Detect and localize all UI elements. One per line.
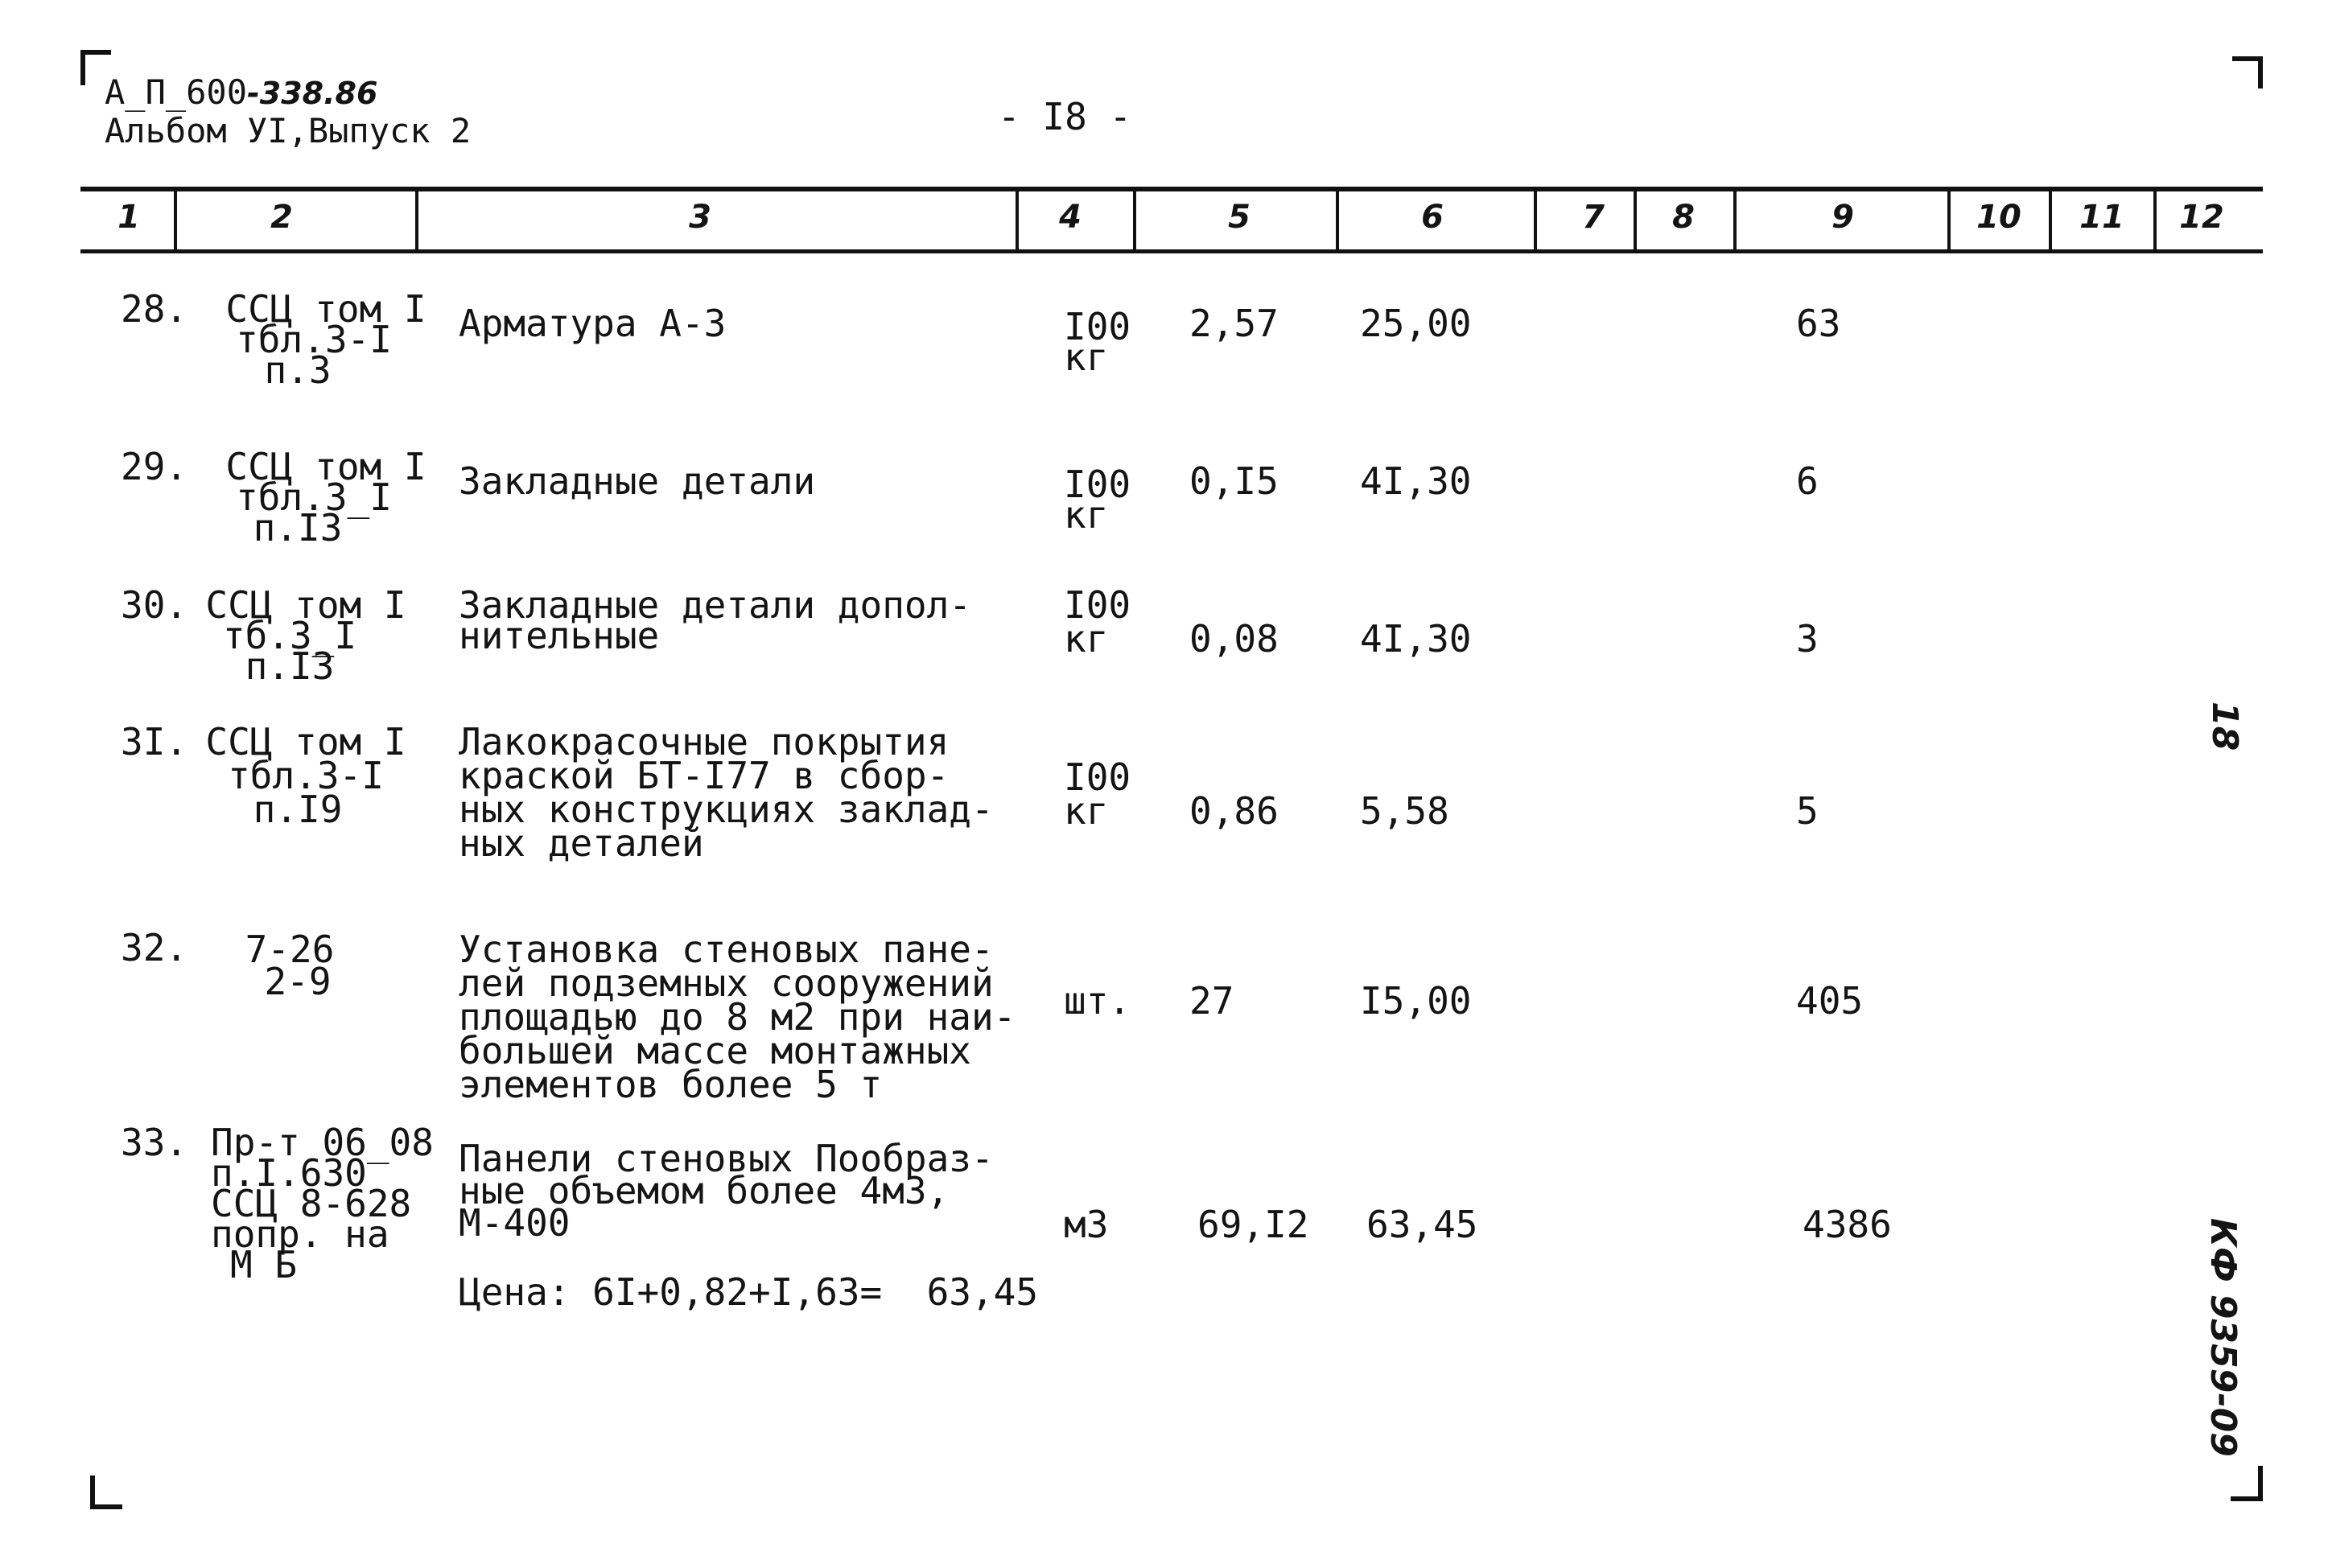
- unit-line: кг: [1064, 493, 1109, 537]
- column-divider: [2049, 188, 2052, 253]
- total-cost: 4386: [1803, 1203, 1892, 1246]
- reference-line: ССЦ том I: [225, 445, 426, 488]
- column-number: 10: [1976, 199, 2021, 236]
- reference-line: п.I.630: [211, 1151, 367, 1195]
- corner-mark-top-right: [2258, 56, 2263, 88]
- reference-line: тб.3_I: [222, 614, 357, 657]
- page-number: - I8 -: [998, 95, 1132, 138]
- reference-line: тбл.3-I: [236, 318, 392, 361]
- column-number: 7: [1582, 199, 1605, 236]
- column-divider: [1534, 188, 1537, 253]
- column-number: 5: [1228, 199, 1251, 236]
- row-number: 29.: [121, 445, 188, 488]
- table-header-bottom-rule: [80, 249, 2263, 253]
- unit-line: кг: [1064, 617, 1109, 661]
- corner-mark-bottom-right: [2231, 1496, 2263, 1501]
- column-number: 11: [2079, 199, 2124, 236]
- quantity: 0,08: [1189, 617, 1279, 661]
- description-line: М-400: [459, 1201, 571, 1245]
- column-number: 12: [2179, 199, 2224, 236]
- corner-mark-top-right: [2232, 56, 2263, 61]
- column-divider: [1947, 188, 1951, 253]
- description-line: нительные: [459, 614, 660, 657]
- description-line: Закладные детали: [459, 459, 816, 503]
- column-divider: [415, 188, 418, 253]
- total-cost: 5: [1796, 789, 1819, 833]
- unit-line: I00: [1064, 755, 1131, 799]
- document-code: [105, 74, 377, 112]
- margin-page-mark: 18: [2204, 702, 2245, 751]
- column-number: 8: [1672, 199, 1695, 236]
- reference-line: п.I3: [253, 506, 343, 549]
- unit-line: м3: [1064, 1203, 1109, 1246]
- total-cost: 3: [1796, 617, 1819, 661]
- quantity: 0,I5: [1189, 459, 1279, 503]
- unit-price: I5,00: [1360, 979, 1472, 1023]
- description-line: Арматура А-3: [459, 302, 727, 345]
- row-number: 3I.: [121, 720, 188, 763]
- unit-price: 5,58: [1360, 789, 1449, 833]
- unit-line: шт.: [1064, 979, 1131, 1023]
- reference-line: п.I3: [245, 644, 335, 688]
- column-number: 6: [1421, 199, 1444, 236]
- column-divider: [2153, 188, 2157, 253]
- total-cost: 6: [1796, 459, 1819, 503]
- unit-line: кг: [1064, 335, 1109, 379]
- column-divider: [1133, 188, 1136, 253]
- reference-line: ССЦ том I: [205, 720, 406, 763]
- description-line: площадью до 8 м2 при наи-: [459, 995, 1016, 1039]
- reference-line: тбл.3_I: [236, 475, 392, 519]
- row-number: 30.: [121, 583, 188, 627]
- reference-line: попр. на: [211, 1212, 389, 1256]
- reference-line: ССЦ том I: [225, 287, 426, 331]
- album-title: Альбом УI,Выпуск 2: [105, 111, 472, 150]
- unit-price: 4I,30: [1360, 617, 1472, 661]
- column-number: 1: [117, 199, 140, 236]
- reference-line: п.3: [264, 348, 332, 392]
- description-line: лей подземных сооружений: [459, 961, 994, 1005]
- document-code-printed: А_П_600: [105, 72, 248, 112]
- reference-line: тбл.3-I: [228, 754, 384, 797]
- description-line: Установка стеновых пане-: [459, 928, 994, 971]
- column-number: 4: [1059, 199, 1082, 236]
- reference-line: ССЦ том I: [205, 583, 406, 627]
- corner-mark-top-left: [80, 50, 111, 55]
- table-header-top-rule: [80, 187, 2263, 191]
- description-line: ных конструкциях заклад-: [459, 788, 994, 831]
- description-line: ные объемом более 4м3,: [459, 1169, 950, 1212]
- description-line: краской БТ-I77 в сбор-: [459, 754, 950, 797]
- unit-price: 4I,30: [1360, 459, 1472, 503]
- description-line: Закладные детали допол-: [459, 583, 971, 627]
- quantity: 69,I2: [1197, 1203, 1309, 1246]
- description-line: большей массе монтажных: [459, 1029, 971, 1072]
- row-number: 32.: [121, 926, 188, 969]
- corner-mark-bottom-left: [90, 1504, 122, 1509]
- reference-line: п.I9: [253, 788, 343, 831]
- reference-line: М Б: [230, 1243, 298, 1286]
- column-divider: [1733, 188, 1737, 253]
- total-cost: 405: [1796, 979, 1864, 1023]
- quantity: 2,57: [1189, 302, 1279, 345]
- description-line: элементов более 5 т: [459, 1063, 883, 1106]
- column-number: 2: [270, 199, 293, 236]
- document-code-handwritten: -338.86: [247, 76, 378, 111]
- unit-line: I00: [1064, 463, 1131, 506]
- column-divider: [1634, 188, 1637, 253]
- reference-line: 2-9: [264, 960, 332, 1003]
- unit-line: I00: [1064, 305, 1131, 348]
- quantity: 27: [1189, 979, 1234, 1023]
- quantity: 0,86: [1189, 789, 1279, 833]
- unit-line: кг: [1064, 789, 1109, 833]
- reference-line: Пр-т 06_08: [211, 1121, 434, 1164]
- column-number: 9: [1831, 199, 1854, 236]
- column-divider: [1016, 188, 1019, 253]
- description-line: ных деталей: [459, 821, 704, 865]
- margin-archive-code: КФ 9359-09: [2202, 1218, 2244, 1457]
- column-number: 3: [689, 199, 711, 236]
- reference-line: 7-26: [245, 928, 335, 971]
- row-number: 33.: [121, 1121, 188, 1164]
- corner-mark-top-left: [80, 50, 85, 85]
- unit-price: 63,45: [1366, 1203, 1478, 1246]
- row-number: 28.: [121, 287, 188, 331]
- column-divider: [174, 188, 177, 253]
- column-divider: [1336, 188, 1339, 253]
- description-line: Панели стеновых Пообраз-: [459, 1137, 994, 1180]
- unit-line: I00: [1064, 583, 1131, 627]
- total-cost: 63: [1796, 302, 1841, 345]
- description-line: Лакокрасочные покрытия: [459, 720, 950, 763]
- price-formula: Цена: 6I+0,82+I,63= 63,45: [459, 1270, 1039, 1314]
- reference-line: ССЦ 8-628: [211, 1182, 412, 1225]
- unit-price: 25,00: [1360, 302, 1472, 345]
